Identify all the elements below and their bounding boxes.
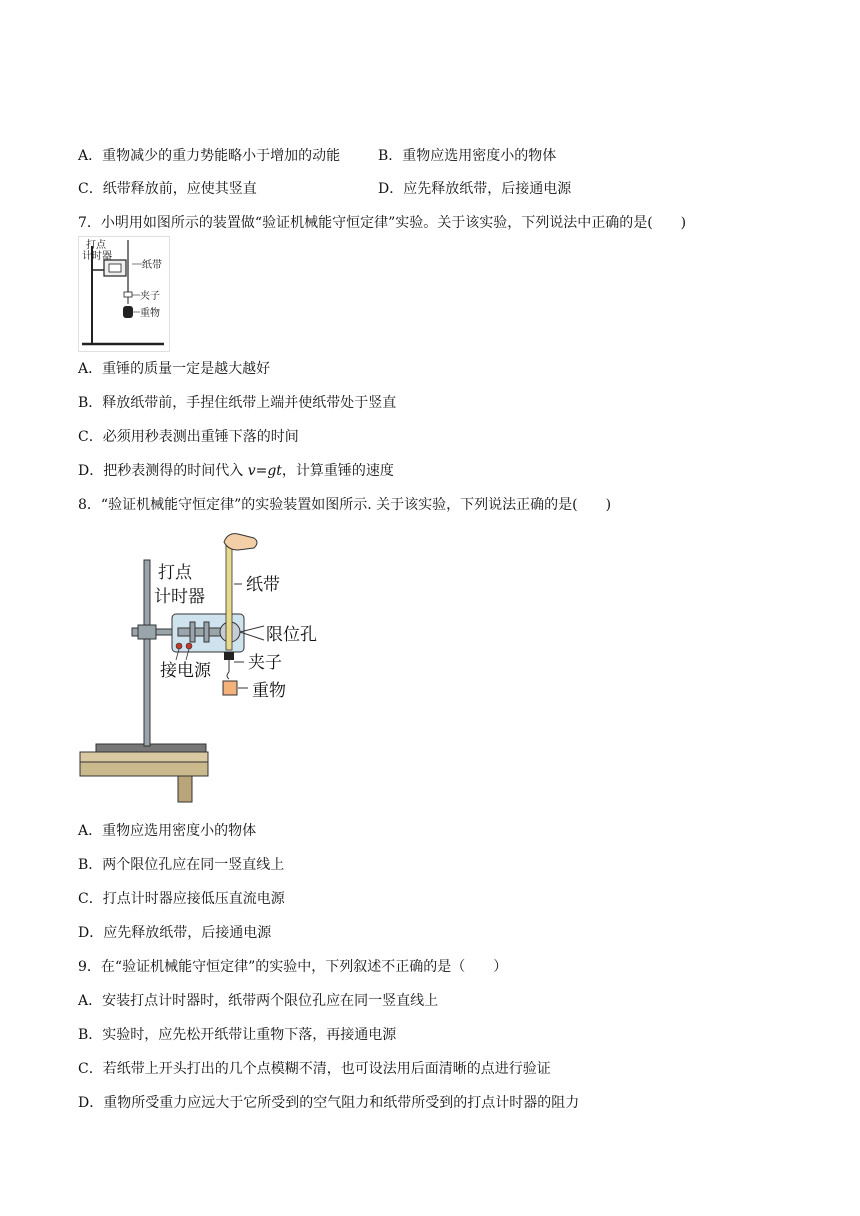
- q6-option-b: B．重物应选用密度小的物体: [378, 148, 557, 164]
- q7-label-clip: 夹子: [140, 291, 160, 302]
- q8-label-limit-hole: 限位孔: [266, 625, 317, 645]
- q6-option-c: C．纸带释放前，应使其竖直: [78, 181, 257, 197]
- q7-option-a: A．重锤的质量一定是越大越好: [78, 361, 271, 377]
- q8-label-clip: 夹子: [248, 653, 282, 673]
- q9-option-c: C．若纸带上开头打出的几个点模糊不清，也可设法用后面清晰的点进行验证: [78, 1061, 551, 1077]
- q9-option-a: A．安装打点计时器时，纸带两个限位孔应在同一竖直线上: [78, 993, 439, 1009]
- q6-option-a: A．重物减少的重力势能略小于增加的动能: [78, 148, 341, 164]
- q9-option-d: D．重物所受重力应远大于它所受到的空气阻力和纸带所受到的打点计时器的阻力: [78, 1095, 580, 1111]
- q8-label-paper-tape: 纸带: [246, 575, 280, 595]
- q9-option-b: B．实验时，应先松开纸带让重物下落，再接通电源: [78, 1027, 397, 1043]
- q7-label-weight: 重物: [140, 308, 160, 319]
- q7-option-c: C．必须用秒表测出重锤下落的时间: [78, 429, 299, 445]
- q7-stem: 7．小明用如图所示的装置做“验证机械能守恒定律”实验。关于该实验，下列说法中正确的是( ): [78, 215, 687, 231]
- q8-apparatus-figure: [78, 528, 338, 804]
- q8-option-c: C．打点计时器应接低压直流电源: [78, 891, 285, 907]
- q7-label-jishiqi: 计时器: [82, 251, 112, 262]
- q8-stem: 8．“验证机械能守恒定律”的实验装置如图所示. 关于该实验，下列说法正确的是( ): [78, 497, 612, 513]
- q9-stem: 9．在“验证机械能守恒定律”的实验中，下列叙述不正确的是（ ）: [78, 959, 508, 975]
- q7-option-d-formula: v=gt: [247, 463, 282, 479]
- q7-option-d: [78, 461, 394, 481]
- q8-label-jishiqi: 计时器: [154, 587, 205, 607]
- q7-apparatus-figure: [78, 236, 170, 352]
- q6-option-d: D．应先释放纸带，后接通电源: [378, 181, 572, 197]
- q8-label-weight: 重物: [252, 681, 286, 701]
- q7-option-d-text-end: ，计算重锤的速度: [281, 463, 394, 479]
- q8-label-power: 接电源: [160, 661, 211, 681]
- q7-option-b: B．释放纸带前，手捏住纸带上端并使纸带处于竖直: [78, 395, 397, 411]
- q8-option-b: B．两个限位孔应在同一竖直线上: [78, 857, 285, 873]
- q7-label-paper-tape: 纸带: [142, 260, 162, 271]
- q8-option-d: D．应先释放纸带，后接通电源: [78, 925, 272, 941]
- q7-label-dadian: 打点: [86, 240, 106, 251]
- q8-label-dadian: 打点: [158, 563, 192, 583]
- q7-option-d-text: D．把秒表测得的时间代入: [78, 463, 248, 479]
- q8-option-a: A．重物应选用密度小的物体: [78, 823, 257, 839]
